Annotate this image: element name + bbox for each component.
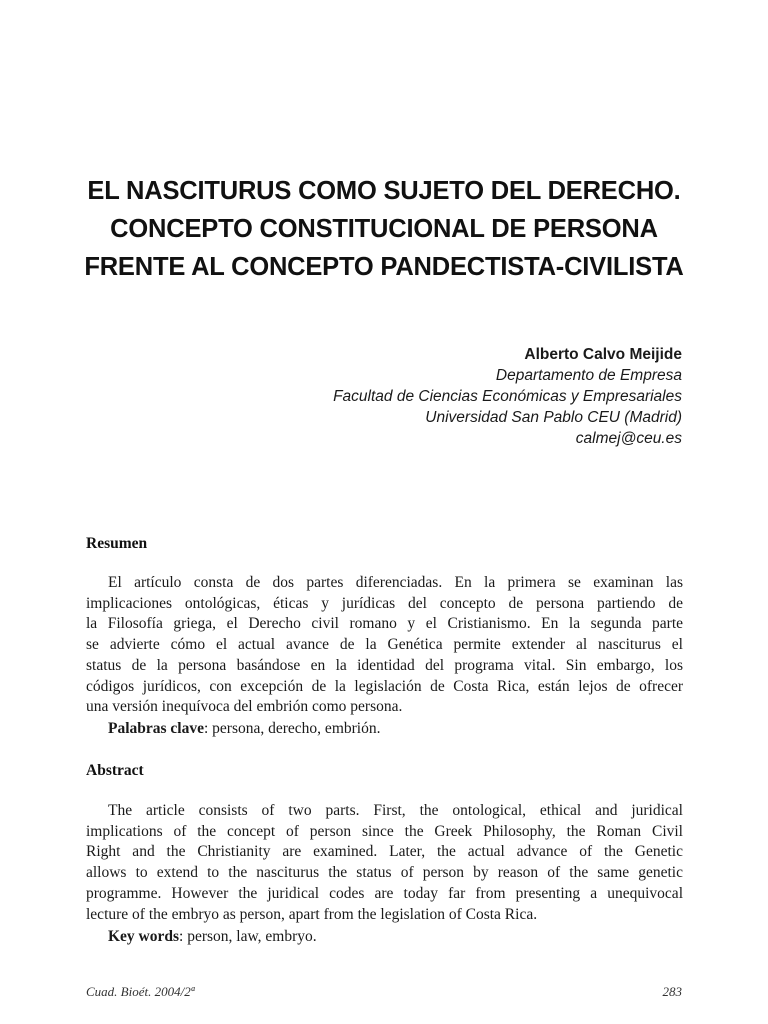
resumen-line: se advierte cómo el actual avance de la Genética permite extender al nasciturus el bbox=[86, 636, 683, 654]
abstract-line: programme. However the juridical codes are today far from presenting a unequivocal bbox=[86, 884, 683, 902]
resumen-keywords bbox=[108, 720, 380, 738]
key-words-label: Key words bbox=[108, 928, 180, 945]
resumen-paragraph bbox=[86, 573, 683, 718]
keywords-values: : persona, derecho, embrión. bbox=[204, 720, 381, 737]
abstract-line: The article consists of two parts. First, the ontological, ethical and juridical bbox=[108, 802, 683, 819]
abstract-heading: Abstract bbox=[86, 762, 144, 779]
abstract-line: implications of the concept of person since the Greek Philosophy, the Roman Civil bbox=[86, 822, 683, 840]
resumen-line: El artículo consta de dos partes diferenciadas. En la primera se examinan las bbox=[108, 574, 683, 591]
keywords-label: Palabras clave bbox=[108, 720, 204, 737]
resumen-line: una versión inequívoca del embrión como persona. bbox=[86, 698, 403, 716]
author-faculty: Facultad de Ciencias Económicas y Empresariales bbox=[333, 388, 682, 405]
abstract-paragraph bbox=[86, 801, 683, 925]
resumen-line: status de la persona basándose en la identidad del programa vital. Sin embargo, los bbox=[86, 656, 683, 674]
resumen-line: la Filosofía griega, el Derecho civil romano y el Cristianismo. En la segunda parte bbox=[86, 615, 683, 633]
abstract-line: allows to extend to the nasciturus the status of person by reason of the same genetic bbox=[86, 864, 683, 882]
author-department: Departamento de Empresa bbox=[495, 367, 682, 384]
article-title bbox=[80, 172, 688, 286]
resumen-line: códigos jurídicos, con excepción de la legislación de Costa Rica, están lejos de ofrecer bbox=[86, 677, 683, 695]
abstract-line: Right and the Christianity are examined. Later, the actual advance of the Genetic bbox=[86, 843, 683, 861]
abstract-keywords bbox=[108, 928, 317, 946]
resumen-heading: Resumen bbox=[86, 535, 148, 552]
author-affiliation bbox=[122, 344, 682, 449]
title-line-3: FRENTE AL CONCEPTO PANDECTISTA-CIVILISTA bbox=[84, 253, 684, 281]
journal-citation: Cuad. Bioét. 2004/2ª bbox=[86, 984, 195, 999]
author-name: Alberto Calvo Meijide bbox=[524, 346, 682, 363]
author-university: Universidad San Pablo CEU (Madrid) bbox=[425, 409, 682, 426]
title-line-1: EL NASCITURUS COMO SUJETO DEL DERECHO. bbox=[87, 177, 681, 205]
author-email[interactable]: calmej@ceu.es bbox=[575, 430, 682, 447]
title-line-2: CONCEPTO CONSTITUCIONAL DE PERSONA bbox=[110, 215, 658, 243]
abstract-line: lecture of the embryo as person, apart from the legislation of Costa Rica. bbox=[86, 905, 538, 923]
key-words-values: : person, law, embryo. bbox=[179, 928, 317, 945]
resumen-line: implicaciones ontológicas, éticas y jurídicas del concepto de persona partiendo de bbox=[86, 594, 683, 612]
page-number: 283 bbox=[662, 984, 682, 999]
